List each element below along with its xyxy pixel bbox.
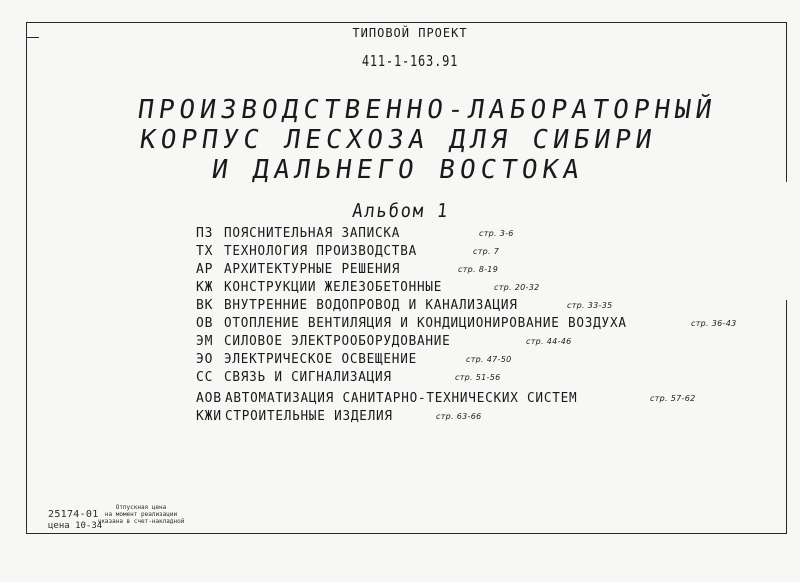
toc-desc: СВЯЗЬ И СИГНАЛИЗАЦИЯ [224, 370, 392, 385]
toc-desc: СТРОИТЕЛЬНЫЕ ИЗДЕЛИЯ [225, 409, 393, 424]
toc-desc: ВНУТРЕННИЕ ВОДОПРОВОД И КАНАЛИЗАЦИЯ [224, 298, 518, 313]
price-note-line: указана в счет-накладной [97, 518, 185, 525]
toc-row [196, 391, 786, 409]
toc-desc: ЭЛЕКТРИЧЕСКОЕ ОСВЕЩЕНИЕ [224, 352, 417, 367]
toc-desc: АРХИТЕКТУРНЫЕ РЕШЕНИЯ [224, 262, 401, 277]
inventory-code: 25174-01 [48, 509, 99, 520]
price-note-line: на момент реализации [104, 511, 178, 518]
toc-code: ОВ [196, 316, 214, 331]
toc-pages: стр. 8-19 [458, 265, 499, 274]
toc-code: АОВ [196, 391, 222, 406]
toc-pages: стр. 47-50 [466, 355, 512, 364]
toc-row [196, 352, 786, 370]
toc-row [196, 316, 786, 334]
toc-row [196, 244, 786, 262]
title-line-2: КОРПУС ЛЕСХОЗА ДЛЯ СИБИРИ [137, 125, 659, 155]
toc-pages: стр. 7 [473, 247, 500, 256]
toc-code: ТХ [196, 244, 214, 259]
toc-pages: стр. 63-66 [436, 412, 482, 421]
price-note-line: Отпускная цена [115, 504, 167, 511]
toc-pages: стр. 3-6 [479, 229, 514, 238]
table-of-contents [196, 226, 786, 427]
toc-row [196, 226, 786, 244]
toc-desc: ПОЯСНИТЕЛЬНАЯ ЗАПИСКА [224, 226, 401, 241]
toc-row [196, 298, 786, 316]
toc-code: АР [196, 262, 214, 277]
toc-row [196, 409, 786, 427]
project-type-label: ТИПОВОЙ ПРОЕКТ [352, 26, 468, 40]
toc-pages: стр. 20-32 [494, 283, 540, 292]
toc-row [196, 280, 786, 298]
toc-desc: ОТОПЛЕНИЕ ВЕНТИЛЯЦИЯ И КОНДИЦИОНИРОВАНИЕ ВОЗДУХА [224, 316, 627, 331]
toc-pages: стр. 44-46 [526, 337, 572, 346]
toc-row [196, 370, 786, 388]
toc-code: ВК [196, 298, 214, 313]
sheet-frame-right-upper [786, 22, 787, 182]
toc-desc: АВТОМАТИЗАЦИЯ САНИТАРНО-ТЕХНИЧЕСКИХ СИСТЕМ [225, 391, 578, 406]
toc-desc: ТЕХНОЛОГИЯ ПРОИЗВОДСТВА [224, 244, 417, 259]
toc-desc: СИЛОВОЕ ЭЛЕКТРООБОРУДОВАНИЕ [224, 334, 451, 349]
toc-row [196, 262, 786, 280]
toc-code: КЖИ [196, 409, 222, 424]
toc-code: ЭМ [196, 334, 214, 349]
toc-row [196, 334, 786, 352]
toc-code: ЭО [196, 352, 214, 367]
toc-pages: стр. 36-43 [691, 319, 737, 328]
toc-code: КЖ [196, 280, 214, 295]
toc-pages: стр. 33-35 [567, 301, 613, 310]
toc-desc: КОНСТРУКЦИИ ЖЕЛЕЗОБЕТОННЫЕ [224, 280, 443, 295]
price-label: цена 10-34 [48, 521, 103, 531]
sheet-frame-right-lower [786, 300, 787, 533]
project-code: 411-1-163.91 [361, 52, 459, 70]
title-line-1: ПРОИЗВОДСТВЕННО-ЛАБОРАТОРНЫЙ [135, 95, 719, 125]
toc-code: СС [196, 370, 214, 385]
price-note [95, 504, 187, 525]
title-line-3: И ДАЛЬНЕГО ВОСТОКА [209, 155, 586, 185]
toc-pages: стр. 51-56 [455, 373, 501, 382]
album-title: Альбом 1 [351, 200, 451, 222]
toc-pages: стр. 57-62 [650, 394, 696, 403]
toc-code: ПЗ [196, 226, 214, 241]
